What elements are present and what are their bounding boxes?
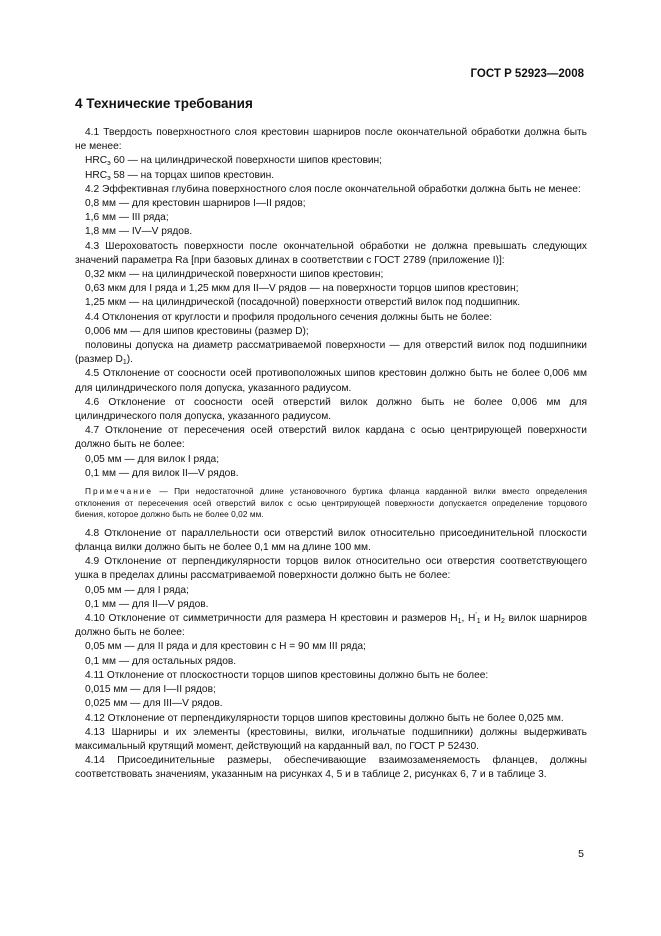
section-title: 4 Технические требования — [75, 96, 253, 111]
clause-4-10-item-b: 0,1 мм — для остальных рядов. — [85, 655, 237, 667]
clause-4-1-item-b: $HRC_э$ 58 — на торцах шипов крестовин. — [85, 169, 275, 182]
page-number: 5 — [578, 848, 584, 860]
clause-4-12: 4.12 Отклонение от перпендикулярности торцов шипов крестовины должно быть не более 0,025 мм. — [85, 712, 564, 724]
clause-4-4-item-b: половины допуска на диаметр рассматриваемой поверхности — для отверстий вилок под подшипники (размер $D_1$). — [75, 340, 587, 367]
clause-4-11-item-a: 0,015 мм — для I—II рядов; — [85, 684, 216, 696]
clause-4-3-item-b: 0,63 мкм для I ряда и 1,25 мкм для II—V рядов — на поверхности торцов шипов крестовин; — [85, 283, 519, 295]
note-label: Примечание — [85, 486, 154, 497]
clause-4-2: 4.2 Эффективная глубина поверхностного слоя после окончательной обработки должна быть не менее: — [85, 183, 581, 195]
clause-4-7-item-b: 0,1 мм — для вилок II—V рядов. — [85, 467, 239, 479]
clause-4-4: 4.4 Отклонения от круглости и профиля продольного сечения должны быть не более: — [85, 311, 493, 323]
clause-4-6: 4.6 Отклонение от соосности осей отверстий вилок должно быть не более 0,006 мм для цилиндрического поля допуска, указанного радиусом. — [75, 396, 587, 423]
clause-4-2-item-c: 1,8 мм — IV—V рядов. — [85, 226, 193, 238]
clause-4-4-item-a: 0,006 мм — для шипов крестовины (размер D); — [85, 325, 309, 337]
clause-4-10-item-a: 0,05 мм — для II ряда и для крестовин с H = 90 мм III ряда; — [85, 641, 366, 653]
clause-4-8: 4.8 Отклонение от параллельности оси отверстий вилок относительно присоединительной плоскости фланца вилки должно быть не более 0,1 мм на длине 100 мм. — [75, 527, 587, 554]
clause-4-11: 4.11 Отклонение от плоскостности торцов шипов крестовины должно быть не более: — [85, 669, 489, 681]
clause-4-3-item-a: 0,32 мкм — на цилиндрической поверхности шипов крестовин; — [85, 269, 384, 281]
clause-4-7: 4.7 Отклонение от пересечения осей отверстий вилок кардана с осью центрирующей поверхности должно быть не более: — [75, 425, 587, 451]
document-body — [75, 126, 587, 783]
clause-4-14: 4.14 Присоединительные размеры, обеспечивающие взаимозаменяемость фланцев, должны соответствовать значениям, указанным на рисунках 4, 5 и в таблице 2, рисунках 6, 7 и в таблице 3. — [75, 755, 587, 781]
clause-4-1-item-a: $HRC_э$ 60 — на цилиндрической поверхности шипов крестовин; — [85, 155, 383, 168]
clause-4-5: 4.5 Отклонение от соосности осей противоположных шипов крестовин должно быть не более 0,006 мм для цилиндрического поля допуска, указанного радиусом. — [75, 368, 587, 394]
clause-4-9-item-a: 0,05 мм — для I ряда; — [85, 584, 189, 596]
clause-4-1: 4.1 Твердость поверхностного слоя крестовин шарниров после окончательной обработки должна быть не менее: — [75, 127, 587, 153]
clause-4-3: 4.3 Шероховатость поверхности после окончательной обработки не должна превышать следующих значений параметра Ra [при базовых длинах в соответствии с ГОСТ 2789 (приложение I)]: — [75, 240, 587, 266]
clause-4-2-item-b: 1,6 мм — III ряда; — [85, 212, 169, 224]
clause-4-10: 4.10 Отклонение от симметричности для размера H крестовин и размеров $H_1$, $H'_1$ и $H_2$ вилок шарниров должно быть не более: — [75, 612, 587, 639]
clause-4-9-item-b: 0,1 мм — для II—V рядов. — [85, 598, 209, 610]
clause-4-7-item-a: 0,05 мм — для вилок I ряда; — [85, 453, 220, 465]
note-text: — При недостаточной длине установочного буртика фланца карданной вилки вместо определения отклонения от пересечения осей отверстий вилок с осью центрирующей поверхности допускается определение торцового биения, которое должно быть не более 0,02 мм. — [75, 486, 587, 520]
clause-4-2-item-a: 0,8 мм — для крестовин шарниров I—II рядов; — [85, 198, 306, 210]
clause-4-3-item-c: 1,25 мкм — на цилиндрической (посадочной) поверхности отверстий вилок под подшипник. — [85, 297, 521, 309]
clause-4-13: 4.13 Шарниры и их элементы (крестовины, вилки, игольчатые подшипники) должны выдерживать максимальный крутящий момент, действующий на карданный вал, по ГОСТ Р 52430. — [75, 726, 587, 752]
note — [75, 486, 587, 521]
clause-4-9: 4.9 Отклонение от перпендикулярности торцов вилок относительно оси отверстия соответствующего ушка в пределах длины рассматриваемой поверхности должно быть не более: — [75, 556, 587, 582]
clause-4-11-item-b: 0,025 мм — для III—V рядов. — [85, 698, 223, 710]
document-code: ГОСТ Р 52923—2008 — [470, 68, 584, 80]
